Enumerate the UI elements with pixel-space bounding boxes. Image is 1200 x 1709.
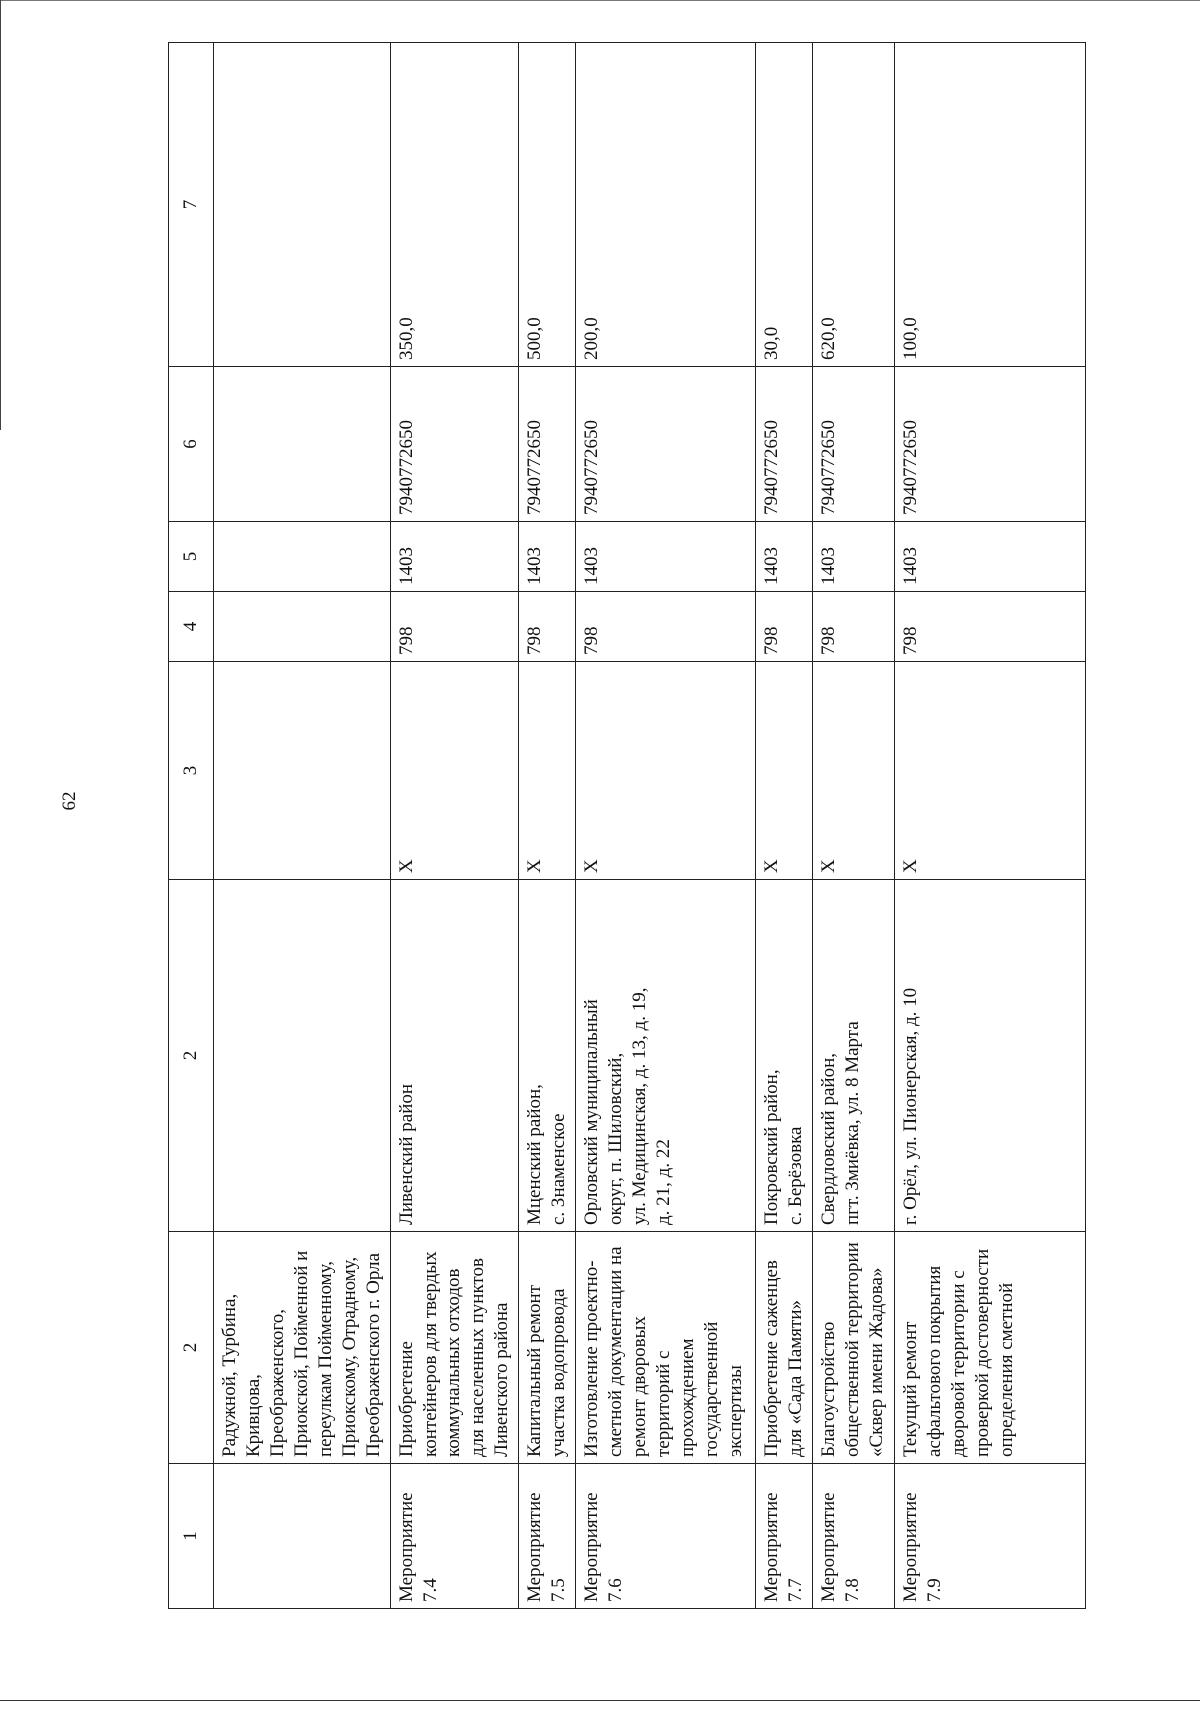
col6-cell: 7940772650 (519, 367, 576, 522)
scan-top-edge (0, 0, 1200, 1)
col3-cell: X (576, 662, 756, 880)
col5-cell: 1403 (895, 522, 1086, 592)
location-cell (214, 880, 391, 1232)
location-cell: Свердловский район, пгт. Змиёвка, ул. 8 Марта (813, 880, 895, 1232)
col3-cell: X (895, 662, 1086, 880)
col7-cell: 30,0 (756, 43, 813, 367)
col3-cell: X (756, 662, 813, 880)
table-row (576, 43, 756, 1609)
col3-cell: X (519, 662, 576, 880)
rotated-table-wrapper (168, 43, 1086, 1609)
table-row (813, 43, 895, 1609)
event-name-cell: Текущий ремонт асфальтового покрытия дворовой территории с проверкой достоверности определения сметной (895, 1232, 1086, 1464)
header-cell-2b: 2 (169, 880, 214, 1232)
header-cell-6: 6 (169, 367, 214, 522)
col3-cell: X (390, 662, 519, 880)
events-table (168, 42, 1086, 1609)
scan-left-edge (0, 0, 1, 430)
header-cell-1: 1 (169, 1464, 214, 1609)
event-code-cell: Мероприятие 7.6 (576, 1464, 756, 1609)
col3-cell: X (813, 662, 895, 880)
header-cell-2a: 2 (169, 1232, 214, 1464)
col5-cell: 1403 (390, 522, 519, 592)
table-row (519, 43, 576, 1609)
table-row (214, 43, 391, 1609)
event-code-cell: Мероприятие 7.4 (390, 1464, 519, 1609)
event-name-cell: Изготовление проектно- сметной документации на ремонт дворовых территорий с прохождением государственной экспертизы (576, 1232, 756, 1464)
event-code-cell: Мероприятие 7.9 (895, 1464, 1086, 1609)
location-cell: Орловский муниципальный округ, п. Шиловский, ул. Медицинская, д. 13, д. 19, д. 21, д. 22 (576, 880, 756, 1232)
scan-bottom-edge (0, 1700, 1200, 1701)
table-row (756, 43, 813, 1609)
col5-cell: 1403 (576, 522, 756, 592)
col6-cell: 7940772650 (576, 367, 756, 522)
event-name-cell: Радужной, Турбина, Кривцова, Преображенского, Приокской, Пойменной и переулкам Пойменному, Приокскому, Отрадному, Преображенского г. Орла (214, 1232, 391, 1464)
location-cell: г. Орёл, ул. Пионерская, д. 10 (895, 880, 1086, 1232)
event-name-cell: Капитальный ремонт участка водопровода (519, 1232, 576, 1464)
col7-cell: 500,0 (519, 43, 576, 367)
col6-cell: 7940772650 (756, 367, 813, 522)
col4-cell: 798 (756, 592, 813, 662)
event-code-cell (214, 1464, 391, 1609)
col4-cell: 798 (576, 592, 756, 662)
header-cell-3: 3 (169, 662, 214, 880)
table-row (390, 43, 519, 1609)
col4-cell: 798 (895, 592, 1086, 662)
header-cell-5: 5 (169, 522, 214, 592)
table-row (895, 43, 1086, 1609)
col6-cell (214, 367, 391, 522)
event-name-cell: Приобретение саженцев для «Сада Памяти» (756, 1232, 813, 1464)
col7-cell: 100,0 (895, 43, 1086, 367)
header-cell-4: 4 (169, 592, 214, 662)
location-cell: Покровский район, с. Берёзовка (756, 880, 813, 1232)
col5-cell: 1403 (813, 522, 895, 592)
location-cell: Мценский район, с. Знаменское (519, 880, 576, 1232)
event-code-cell: Мероприятие 7.8 (813, 1464, 895, 1609)
col4-cell (214, 592, 391, 662)
event-code-cell: Мероприятие 7.5 (519, 1464, 576, 1609)
col3-cell (214, 662, 391, 880)
col5-cell: 1403 (519, 522, 576, 592)
event-name-cell: Приобретение контейнеров для твердых коммунальных отходов для населенных пунктов Ливенского района (390, 1232, 519, 1464)
event-name-cell: Благоустройство общественной территории «Сквер имени Жадова» (813, 1232, 895, 1464)
header-cell-7: 7 (169, 43, 214, 367)
col6-cell: 7940772650 (895, 367, 1086, 522)
col7-cell: 620,0 (813, 43, 895, 367)
page-number: 62 (59, 791, 80, 811)
col7-cell: 200,0 (576, 43, 756, 367)
col5-cell: 1403 (756, 522, 813, 592)
event-code-cell: Мероприятие 7.7 (756, 1464, 813, 1609)
col6-cell: 7940772650 (813, 367, 895, 522)
location-cell: Ливенский район (390, 880, 519, 1232)
col5-cell (214, 522, 391, 592)
col4-cell: 798 (813, 592, 895, 662)
col6-cell: 7940772650 (390, 367, 519, 522)
col4-cell: 798 (519, 592, 576, 662)
col7-cell: 350,0 (390, 43, 519, 367)
header-row (169, 43, 214, 1609)
col7-cell (214, 43, 391, 367)
col4-cell: 798 (390, 592, 519, 662)
